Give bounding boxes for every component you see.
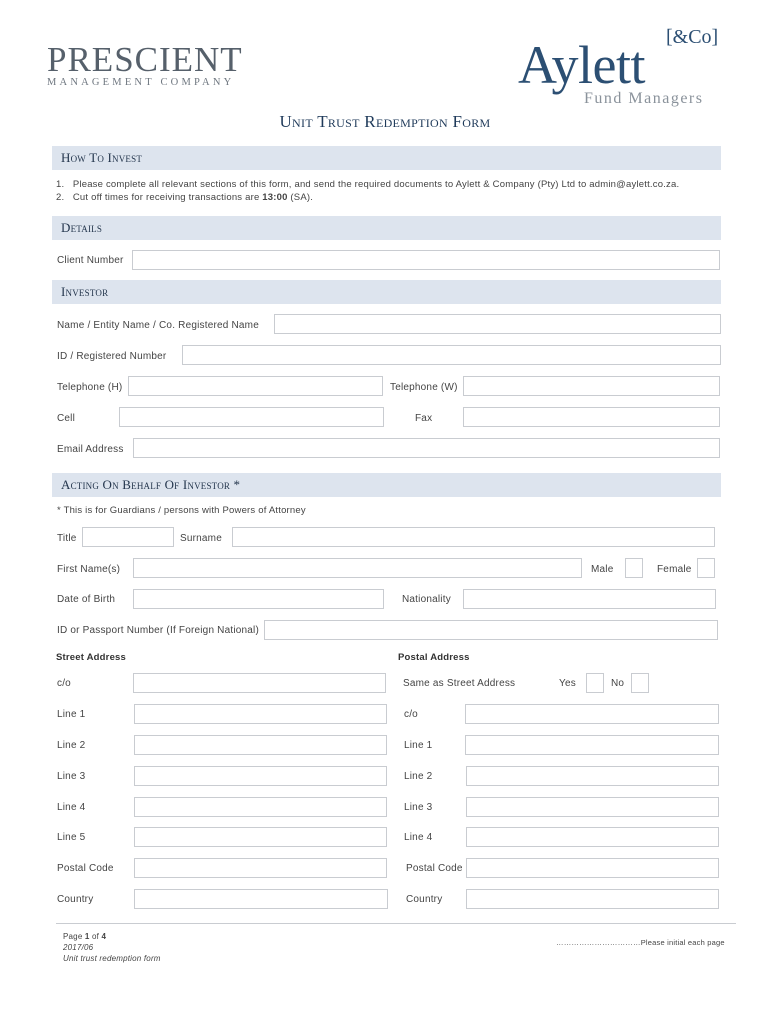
same-no-checkbox[interactable] xyxy=(631,673,649,693)
surname-field[interactable] xyxy=(232,527,715,547)
fax-field[interactable] xyxy=(463,407,720,427)
aylett-logo-name: Aylett xyxy=(518,35,646,95)
instruction-2-suffix: (SA). xyxy=(287,192,314,203)
street-postal-code-label: Postal Code xyxy=(57,863,114,874)
instruction-2-text: Cut off times for receiving transactions are xyxy=(72,192,263,203)
title-field[interactable] xyxy=(82,527,174,547)
female-label: Female xyxy=(657,564,692,575)
street-line4-field[interactable] xyxy=(134,797,387,817)
postal-country-field[interactable] xyxy=(466,889,719,909)
section-acting-title: Acting On Behalf Of Investor * xyxy=(61,477,241,492)
yes-label: Yes xyxy=(559,678,576,689)
email-label: Email Address xyxy=(57,444,124,455)
name-field[interactable] xyxy=(274,314,721,334)
postal-postal-code-label: Postal Code xyxy=(406,863,463,874)
same-as-street-label: Same as Street Address xyxy=(403,678,516,689)
footer-initial: ……………………………Please initial each page xyxy=(556,938,725,947)
street-address-heading: Street Address xyxy=(56,652,127,663)
acting-note: * This is for Guardians / persons with Powers of Attorney xyxy=(57,505,306,516)
street-line1-label: Line 1 xyxy=(57,709,86,720)
tel-w-field[interactable] xyxy=(463,376,720,396)
first-names-field[interactable] xyxy=(133,558,582,578)
footer-page-total: 4 xyxy=(101,932,107,941)
section-how-to-invest xyxy=(52,146,721,170)
street-line2-label: Line 2 xyxy=(57,740,86,751)
dob-label: Date of Birth xyxy=(57,594,116,605)
id-passport-field[interactable] xyxy=(264,620,718,640)
instruction-2-num: 2. xyxy=(56,192,65,203)
footer-of-word: of xyxy=(92,932,100,941)
tel-w-label: Telephone (W) xyxy=(390,382,458,393)
street-line3-label: Line 3 xyxy=(57,771,86,782)
cutoff-time: 13:00 xyxy=(262,192,288,203)
instruction-1-num: 1. xyxy=(56,179,65,190)
postal-line1-field[interactable] xyxy=(465,735,719,755)
section-investor-title: Investor xyxy=(61,284,109,299)
postal-line2-label: Line 2 xyxy=(404,771,433,782)
same-yes-checkbox[interactable] xyxy=(586,673,604,693)
id-passport-label: ID or Passport Number (If Foreign National) xyxy=(57,625,260,636)
id-label: ID / Registered Number xyxy=(57,351,167,362)
prescient-logo-sub: MANAGEMENT COMPANY xyxy=(47,77,235,88)
prescient-logo xyxy=(47,40,243,88)
male-label: Male xyxy=(591,564,614,575)
postal-line2-field[interactable] xyxy=(466,766,719,786)
nationality-label: Nationality xyxy=(402,594,451,605)
client-number-label: Client Number xyxy=(57,255,124,266)
street-line1-field[interactable] xyxy=(134,704,387,724)
section-details-title: Details xyxy=(61,220,103,235)
street-line2-field[interactable] xyxy=(134,735,387,755)
aylett-logo-sub: Fund Managers xyxy=(584,90,704,107)
section-details xyxy=(52,216,721,240)
cell-field[interactable] xyxy=(119,407,384,427)
male-checkbox[interactable] xyxy=(625,558,643,578)
no-label: No xyxy=(611,678,625,689)
instruction-1 xyxy=(56,179,679,190)
tel-h-field[interactable] xyxy=(128,376,383,396)
street-country-field[interactable] xyxy=(134,889,388,909)
street-line5-field[interactable] xyxy=(134,827,387,847)
footer-page xyxy=(63,932,106,941)
id-field[interactable] xyxy=(182,345,721,365)
street-co-field[interactable] xyxy=(133,673,386,693)
nationality-field[interactable] xyxy=(463,589,716,609)
instruction-2 xyxy=(56,192,313,203)
cell-label: Cell xyxy=(57,413,76,424)
postal-line4-label: Line 4 xyxy=(404,832,433,843)
street-line4-label: Line 4 xyxy=(57,802,86,813)
footer-page-word: Page xyxy=(63,932,83,941)
fax-label: Fax xyxy=(415,413,433,424)
postal-line3-field[interactable] xyxy=(466,797,719,817)
street-country-label: Country xyxy=(57,894,94,905)
client-number-field[interactable] xyxy=(132,250,720,270)
street-line3-field[interactable] xyxy=(134,766,387,786)
female-checkbox[interactable] xyxy=(697,558,715,578)
footer-form-name: Unit trust redemption form xyxy=(63,954,161,963)
street-postal-code-field[interactable] xyxy=(134,858,387,878)
first-names-label: First Name(s) xyxy=(57,564,121,575)
section-how-to-invest-title: How To Invest xyxy=(61,150,143,165)
surname-label: Surname xyxy=(180,533,222,544)
postal-postal-code-field[interactable] xyxy=(466,858,719,878)
name-label: Name / Entity Name / Co. Registered Name xyxy=(57,320,259,331)
instruction-1-text: Please complete all relevant sections of this form, and send the required documents to Aylett & Company (Pty) Ltd to admin@aylett.co.za. xyxy=(72,179,680,190)
section-investor xyxy=(52,280,721,304)
postal-line4-field[interactable] xyxy=(466,827,719,847)
postal-line1-label: Line 1 xyxy=(404,740,433,751)
tel-h-label: Telephone (H) xyxy=(57,382,123,393)
postal-address-heading: Postal Address xyxy=(398,652,470,663)
form-title: Unit Trust Redemption Form xyxy=(279,112,491,131)
footer-divider xyxy=(56,923,736,924)
postal-co-field[interactable] xyxy=(465,704,719,724)
email-field[interactable] xyxy=(133,438,720,458)
title-label: Title xyxy=(57,533,77,544)
street-line5-label: Line 5 xyxy=(57,832,86,843)
section-acting xyxy=(52,473,721,497)
prescient-logo-name: PRESCIENT xyxy=(47,40,243,79)
postal-line3-label: Line 3 xyxy=(404,802,433,813)
footer-date: 2017/06 xyxy=(63,943,94,952)
footer-page-num: 1 xyxy=(84,932,90,941)
aylett-logo-tag: [&Co] xyxy=(666,26,719,48)
postal-co-label: c/o xyxy=(404,709,418,720)
aylett-logo xyxy=(518,26,723,112)
dob-field[interactable] xyxy=(133,589,384,609)
street-co-label: c/o xyxy=(57,678,71,689)
postal-country-label: Country xyxy=(406,894,443,905)
